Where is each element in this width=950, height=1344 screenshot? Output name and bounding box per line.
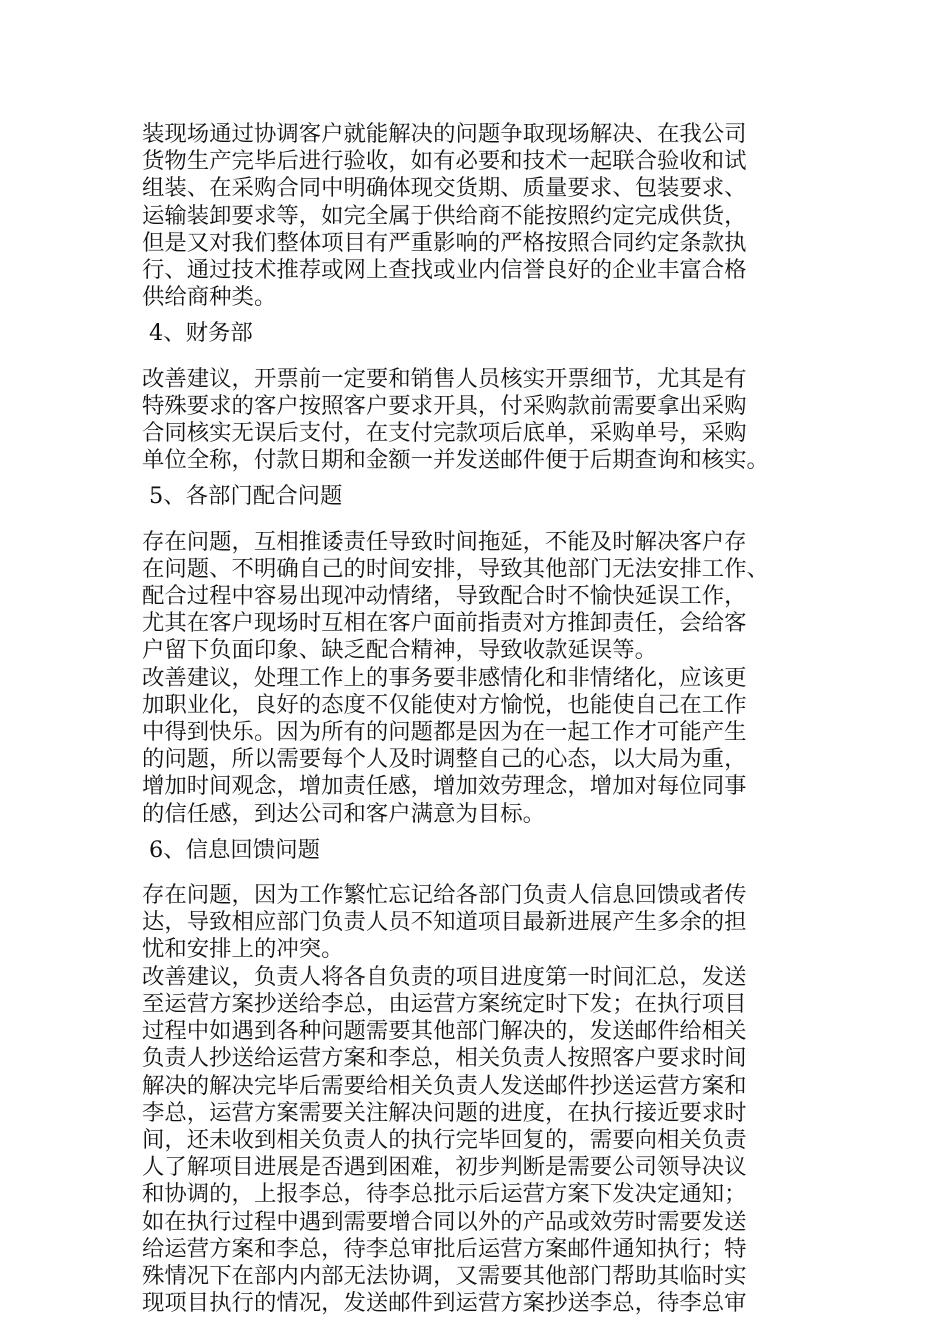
text-line: 尤其在客户现场时互相在客户面前指责对方推卸责任，会给客 <box>142 610 747 637</box>
text-line: 的问题，所以需要每个人及时调整自己的心态，以大局为重， <box>142 746 747 773</box>
text-line: 特殊要求的客户按照客户要求开具，付采购款前需要拿出采购 <box>142 392 747 419</box>
text-line: 李总，运营方案需要关注解决问题的进度，在执行接近要求时 <box>142 1099 747 1126</box>
text-line: 和协调的，上报李总，待李总批示后运营方案下发决定通知； <box>142 1181 747 1208</box>
text-line: 加职业化，良好的态度不仅能使对方愉悦，也能使自己在工作 <box>142 691 747 718</box>
text-line: 人了解项目进展是否遇到困难，初步判断是需要公司领导决议 <box>142 1154 747 1181</box>
text-line: 户留下负面印象、缺乏配合精神，导致收款延误等。 <box>142 637 657 664</box>
text-line: 过程中如遇到各种问题需要其他部门解决的，发送邮件给相关 <box>142 1018 747 1045</box>
text-line: 货物生产完毕后进行验收，如有必要和技术一起联合验收和试 <box>142 148 747 175</box>
text-line: 装现场通过协调客户就能解决的问题争取现场解决、在我公司 <box>142 121 747 147</box>
text-line: 忧和安排上的冲突。 <box>142 936 344 963</box>
text-line: 现项目执行的情况，发送邮件到运营方案抄送李总，待李总审 <box>142 1290 747 1317</box>
paragraph-cooperation-problem <box>142 529 832 665</box>
text-line: 中得到快乐。因为所有的问题都是因为在一起工作才可能产生 <box>142 719 747 746</box>
text-line: 达，导致相应部门负责人员不知道项目最新进展产生多余的担 <box>142 909 747 936</box>
text-line: 单位全称，付款日期和金额一并发送邮件便于后期查询和核实。 <box>142 447 769 474</box>
paragraph-feedback-suggestion <box>142 964 832 1318</box>
text-line: 殊情况下在部内内部无法协调，又需要其他部门帮助其临时实 <box>142 1262 747 1289</box>
text-line: 配合过程中容易出现冲动情绪，导致配合时不愉快延误工作， <box>142 583 747 610</box>
text-line: 组装、在采购合同中明确体现交货期、质量要求、包装要求、 <box>142 175 747 202</box>
paragraph-feedback-problem <box>142 882 832 964</box>
text-line: 增加时间观念，增加责任感，增加效劳理念，增加对每位同事 <box>142 773 747 800</box>
text-line: 存在问题，因为工作繁忙忘记给各部门负责人信息回馈或者传 <box>142 882 747 909</box>
section-heading-cooperation: 5、各部门配合问题 <box>149 483 343 510</box>
text-line: 改善建议，开票前一定要和销售人员核实开票细节，尤其是有 <box>142 365 747 392</box>
text-line: 合同核实无误后支付，在支付完款项后底单，采购单号，采购 <box>142 420 747 447</box>
text-line: 供给商种类。 <box>142 284 277 311</box>
text-line: 解决的解决完毕后需要给相关负责人发送邮件抄送运营方案和 <box>142 1072 747 1099</box>
paragraph-cooperation-suggestion <box>142 665 832 828</box>
document-body <box>142 121 832 1317</box>
text-line: 如在执行过程中遇到需要增合同以外的产品或效劳时需要发送 <box>142 1208 747 1235</box>
text-line: 至运营方案抄送给李总，由运营方案统定时下发；在执行项目 <box>142 990 747 1017</box>
text-line: 负责人抄送给运营方案和李总，相关负责人按照客户要求时间 <box>142 1045 747 1072</box>
section-heading-finance: 4、财务部 <box>149 320 253 347</box>
text-line: 改善建议，处理工作上的事务要非感情化和非情绪化，应该更 <box>142 664 747 691</box>
section-heading-feedback: 6、信息回馈问题 <box>149 836 320 863</box>
text-line: 给运营方案和李总，待李总审批后运营方案邮件通知执行；特 <box>142 1235 747 1262</box>
text-line: 运输装卸要求等，如完全属于供给商不能按照约定完成供货， <box>142 202 747 229</box>
paragraph-finance-suggestion <box>142 366 832 475</box>
text-line: 但是又对我们整体项目有严重影响的严格按照合同约定条款执 <box>142 229 747 256</box>
text-line: 间，还未收到相关负责人的执行完毕回复的，需要向相关负责 <box>142 1126 747 1153</box>
text-line: 存在问题，互相推诿责任导致时间拖延，不能及时解决客户存 <box>142 528 747 555</box>
text-line: 行、通过技术推荐或网上查找或业内信誉良好的企业丰富合格 <box>142 257 747 284</box>
paragraph-supplier-management <box>142 121 832 311</box>
text-line: 的信任感，到达公司和客户满意为目标。 <box>142 800 546 827</box>
text-line: 改善建议，负责人将各自负责的项目进度第一时间汇总，发送 <box>142 963 747 990</box>
text-line: 在问题、不明确自己的时间安排，导致其他部门无法安排工作、 <box>142 555 769 582</box>
